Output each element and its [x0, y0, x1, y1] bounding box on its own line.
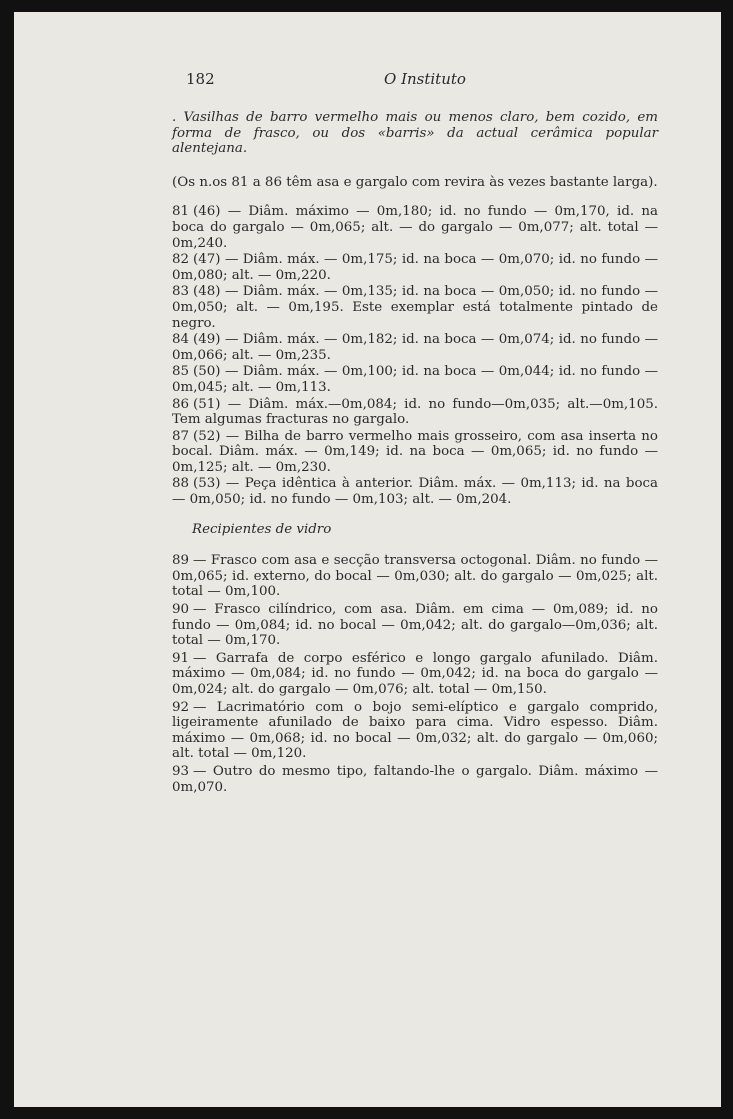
catalog-entry — [172, 476, 658, 507]
entry-text: (50) — Diâm. máx. — 0m,100; id. na boca — 0m,044; id. no fundo — 0m,045; alt. — 0m,113. — [172, 364, 658, 395]
entry-number: 81 — [172, 204, 190, 220]
entry-text: — Frasco cilíndrico, com asa. Diâm. em cima — 0m,089; id. no fundo — 0m,084; id. no bocal — 0m,042; alt. do gargalo—0m,036; alt. total — 0m,170. — [172, 602, 658, 649]
entry-number: 85 — [172, 364, 190, 380]
page-number: 182 — [186, 70, 215, 88]
intro-paragraph: . Vasilhas de barro vermelho mais ou menos claro, bem cozido, em forma de frasco, ou dos «barris» da actual cerâmica popular alentejana. — [172, 110, 658, 157]
glass-vessel-list — [172, 553, 658, 795]
entry-number: 92 — [172, 699, 190, 715]
entry-number: 83 — [172, 284, 190, 300]
entry-text: (53) — Peça idêntica à anterior. Diâm. máx. — 0m,113; id. na boca — 0m,050; id. no fundo — 0m,103; alt. — 0m,204. — [172, 476, 658, 508]
catalog-entry — [172, 651, 658, 698]
catalog-entry — [172, 397, 658, 428]
entry-number: 91 — [172, 650, 190, 666]
note-paragraph: (Os n.os 81 a 86 têm asa e gargalo com revira às vezes bastante larga). — [172, 174, 658, 190]
scanned-page — [14, 12, 721, 1107]
catalog-entry — [172, 700, 658, 762]
page-content — [172, 72, 658, 795]
entry-number: 84 — [172, 332, 190, 348]
section-title: Recipientes de vidro — [192, 521, 332, 537]
entry-number: 82 — [172, 252, 190, 268]
catalog-entry — [172, 602, 658, 649]
entry-text: (49) — Diâm. máx. — 0m,182; id. na boca — 0m,074; id. no fundo — 0m,066; alt. — 0m,235. — [172, 332, 658, 363]
entry-number: 89 — [172, 553, 190, 569]
entry-text: (51) — Diâm. máx.—0m,084; id. no fundo—0m,035; alt.—0m,105. Tem algumas fracturas no gargalo. — [172, 396, 658, 428]
entry-number: 86 — [172, 396, 190, 412]
running-title: O Instituto — [384, 70, 466, 88]
page-header — [172, 72, 658, 96]
catalog-entry — [172, 429, 658, 476]
entry-text: (52) — Bilha de barro vermelho mais grosseiro, com asa inserta no bocal. Diâm. máx. — 0m,149; id. na boca — 0m,065; id. no fundo — 0m,125; alt. — 0m,230. — [172, 428, 658, 475]
catalog-entry — [172, 764, 658, 795]
catalog-entry — [172, 553, 658, 600]
entry-number: 87 — [172, 428, 190, 444]
catalog-entry — [172, 364, 658, 395]
entry-text: — Frasco com asa e secção transversa octogonal. Diâm. no fundo — 0m,065; id. externo, do bocal — 0m,030; alt. do gargalo — 0m,025; alt. total — 0m,100. — [172, 553, 658, 600]
catalog-entry — [172, 332, 658, 363]
entry-number: 90 — [172, 602, 190, 618]
entry-text: — Garrafa de corpo esférico e longo gargalo afunilado. Diâm. máximo — 0m,084; id. no fundo — 0m,042; id. na boca do gargalo — 0m,024; alt. do gargalo — 0m,076; alt. total — 0m,150. — [172, 650, 658, 697]
catalog-entry — [172, 284, 658, 331]
entry-text: — Lacrimatório com o bojo semi-elíptico e gargalo comprido, ligeiramente afunilado de baixo para cima. Vidro espesso. Diâm. máximo — 0m,068; id. no bocal — 0m,032; alt. do gargalo — 0m,060; alt. total — 0m,120. — [172, 699, 658, 762]
entry-text: (47) — Diâm. máx. — 0m,175; id. na boca — 0m,070; id. no fundo — 0m,080; alt. — 0m,220. — [172, 252, 658, 283]
entry-text: (48) — Diâm. máx. — 0m,135; id. na boca — 0m,050; id. no fundo — 0m,050; alt. — 0m,195. Este exemplar está totalmente pintado de negro. — [172, 284, 658, 331]
entry-number: 88 — [172, 476, 190, 492]
entry-number: 93 — [172, 763, 190, 779]
catalog-entry — [172, 204, 658, 251]
entry-text: — Outro do mesmo tipo, faltando-lhe o gargalo. Diâm. máximo — 0m,070. — [172, 763, 658, 795]
catalog-entry — [172, 252, 658, 283]
entry-text: (46) — Diâm. máximo — 0m,180; id. no fundo — 0m,170, id. na boca do gargalo — 0m,065; alt. — do gargalo — 0m,077; alt. total — 0m,240. — [172, 204, 658, 251]
clay-vessel-list — [172, 204, 658, 507]
